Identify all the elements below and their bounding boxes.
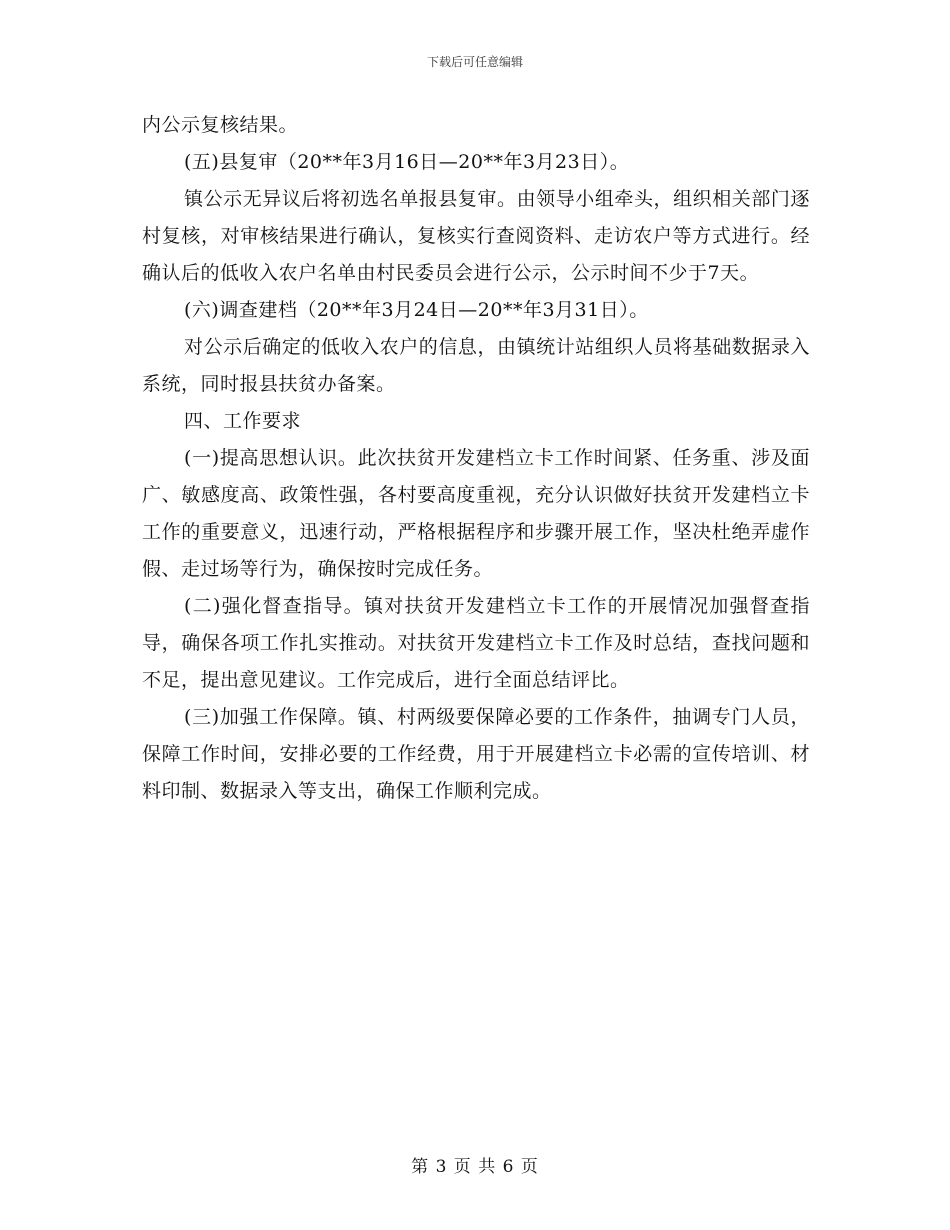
page-number: 第 3 页 共 6 页 <box>411 1157 539 1177</box>
paragraph-7: (一)提高思想认识。此次扶贫开发建档立卡工作时间紧、任务重、涉及面广、敏感度高、政策性强，各村要高度重视，充分认识做好扶贫开发建档立卡工作的重要意义，迅速行动，严格根据程序和步骤开展工作，坚决杜绝弄虚作假、走过场等行为，确保按时完成任务。 <box>142 447 810 580</box>
paragraph-4: (六)调查建档（20**年3月24日—20**年3月31日）。 <box>184 299 649 321</box>
paragraph-1: 内公示复核结果。 <box>142 114 299 136</box>
page-header: 下载后可任意编辑 <box>426 55 523 69</box>
section-heading: 四、工作要求 <box>184 410 302 432</box>
paragraph-9: (三)加强工作保障。镇、村两级要保障必要的工作条件，抽调专门人员，保障工作时间，安排必要的工作经费，用于开展建档立卡必需的宣传培训、材料印制、数据录入等支出，确保工作顺利完成。 <box>142 706 810 802</box>
paragraph-5: 对公示后确定的低收入农户的信息，由镇统计站组织人员将基础数据录入系统，同时报县扶贫办备案。 <box>142 336 810 395</box>
document-body <box>142 107 810 810</box>
paragraph-2: (五)县复审（20**年3月16日—20**年3月23日）。 <box>184 151 630 173</box>
paragraph-3: 镇公示无异议后将初选名单报县复审。由领导小组牵头，组织相关部门逐村复核，对审核结果进行确认，复核实行查阅资料、走访农户等方式进行。经确认后的低收入农户名单由村民委员会进行公示，公示时间不少于7天。 <box>142 188 810 284</box>
paragraph-8: (二)强化督查指导。镇对扶贫开发建档立卡工作的开展情况加强督查指导，确保各项工作扎实推动。对扶贫开发建档立卡工作及时总结，查找问题和不足，提出意见建议。工作完成后，进行全面总结评比。 <box>142 595 810 691</box>
